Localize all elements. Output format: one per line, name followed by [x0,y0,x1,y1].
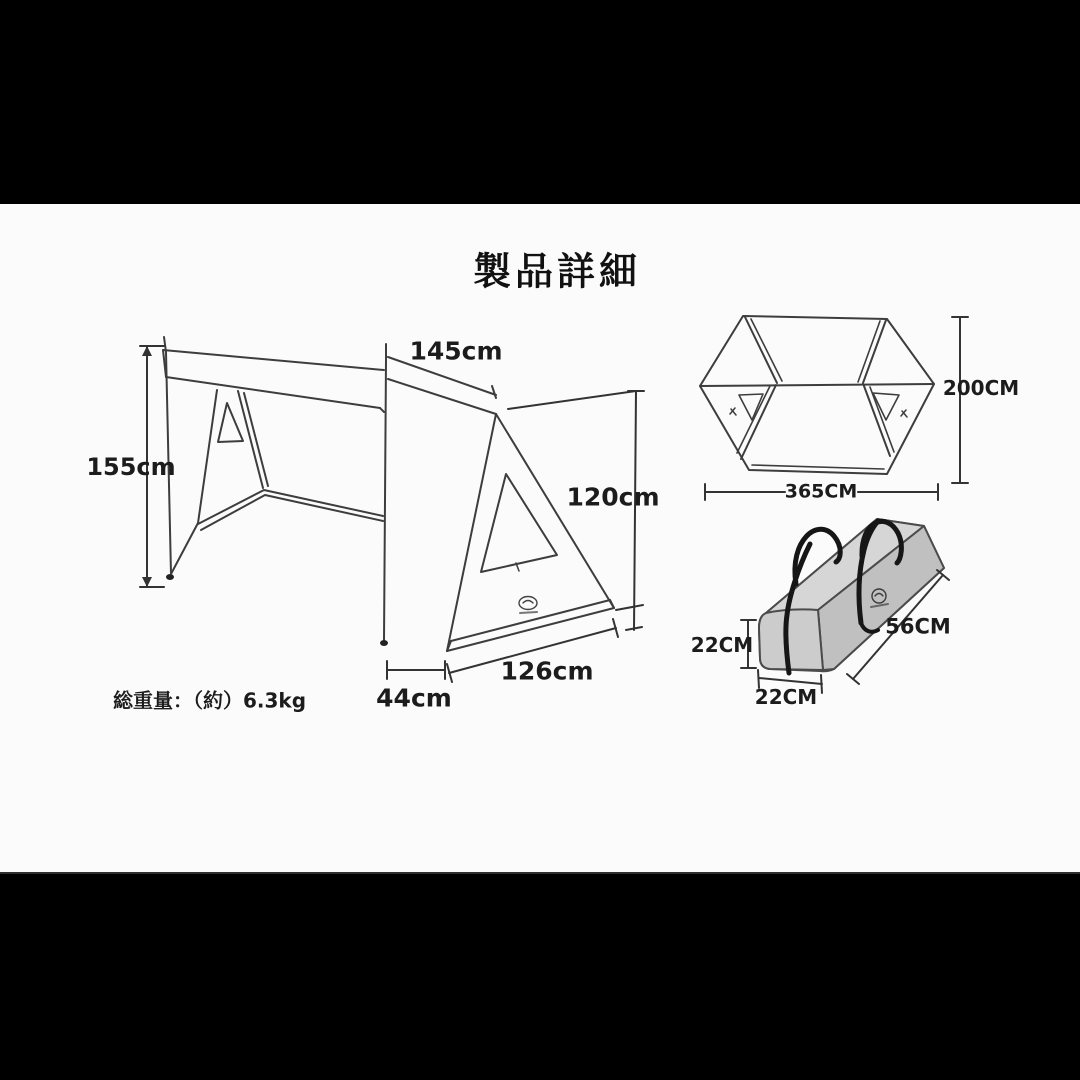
dim-label-topview-width: 200CM [942,376,1020,400]
carry-bag-drawing [741,519,949,693]
dim-label-bag-length: 56CM [885,614,951,639]
dim-44-lines [387,661,445,679]
dim-label-door-height: 120cm [566,482,660,512]
tent-top-view-drawing [700,316,968,503]
dim-label-pole-height: 155cm [86,453,176,481]
dim-label-ridge-length: 145cm [409,336,503,366]
spec-diagrams [0,204,1080,872]
dim-label-bag-depth: 22CM [754,685,818,709]
dim-label-side-depth: 44cm [376,683,452,713]
page-title: 製品詳細 [472,249,642,294]
letterbox-top [0,0,1080,206]
total-weight-note: 総重量：（約）6.3kg [113,688,307,713]
brand-logo-icon [519,597,537,614]
dim-label-bag-height: 22CM [690,633,754,657]
dim-200-lines [952,317,968,483]
spec-sheet [0,204,1080,872]
dim-label-front-width: 126cm [500,656,594,686]
letterbox-bottom [0,872,1080,1080]
dim-label-topview-length: 365CM [784,480,858,503]
